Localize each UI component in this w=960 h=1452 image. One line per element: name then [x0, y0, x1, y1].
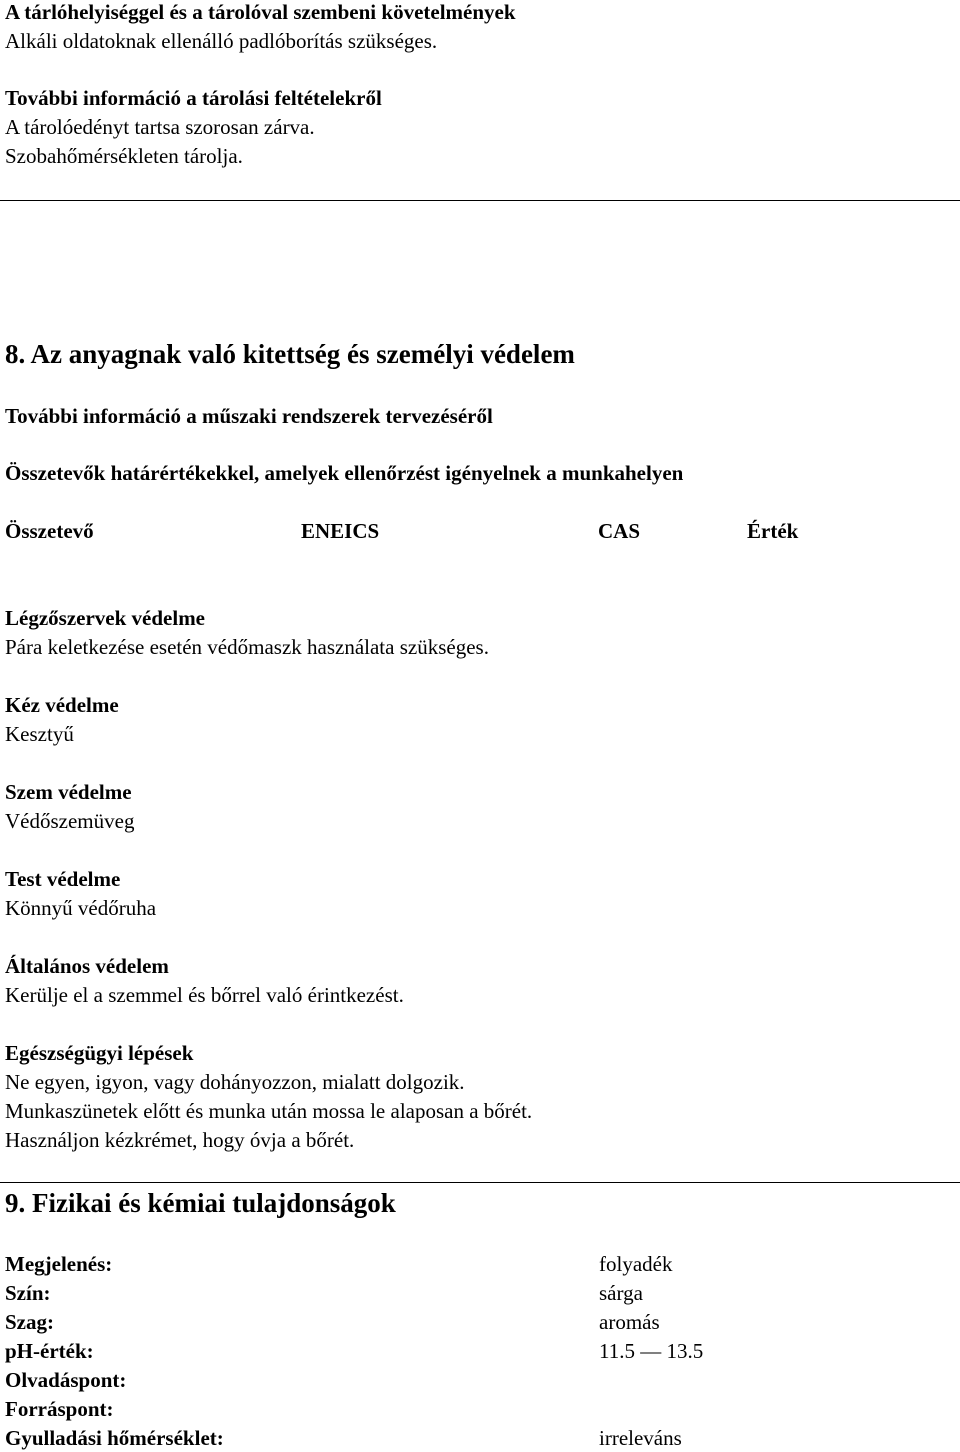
property-label: Olvadáspont: [5, 1368, 127, 1392]
section-8-title: 8. Az anyagnak való kitettség és személyi védelem [5, 339, 575, 369]
storage-info-line-2: Szobahőmérsékleten tárolja. [5, 144, 243, 168]
column-header-component: Összetevő [5, 519, 94, 543]
property-label: Megjelenés: [5, 1252, 113, 1276]
property-value: irreleváns [599, 1426, 682, 1450]
property-label: Gyulladási hőmérséklet: [5, 1426, 224, 1450]
tech-systems-info: További információ a műszaki rendszerek tervezéséről [5, 404, 493, 428]
hygiene-line-3: Használjon kézkrémet, hogy óvja a bőrét. [5, 1128, 355, 1152]
column-header-eneics: ENEICS [301, 519, 380, 543]
property-value: 11.5 — 13.5 [599, 1339, 704, 1363]
property-value: aromás [599, 1310, 660, 1334]
property-value: folyadék [599, 1252, 673, 1276]
respiratory-protection-text: Pára keletkezése esetén védőmaszk használata szükséges. [5, 635, 489, 659]
hygiene-title: Egészségügyi lépések [5, 1041, 194, 1065]
property-label: Szag: [5, 1310, 54, 1334]
storage-requirements-title: A tárlóhelyiséggel és a tárolóval szembeni követelmények [5, 0, 516, 24]
body-protection-title: Test védelme [5, 867, 121, 891]
section-divider-top [0, 200, 960, 201]
column-header-cas: CAS [598, 519, 641, 543]
storage-info-title: További információ a tárolási feltételekről [5, 86, 382, 110]
column-header-value: Érték [747, 519, 799, 543]
hand-protection-text: Kesztyű [5, 722, 74, 746]
section-9-title: 9. Fizikai és kémiai tulajdonságok [5, 1188, 396, 1218]
property-label: Forráspont: [5, 1397, 114, 1421]
hygiene-line-1: Ne egyen, igyon, vagy dohányozzon, mialatt dolgozik. [5, 1070, 465, 1094]
general-protection-title: Általános védelem [5, 954, 169, 978]
hand-protection-title: Kéz védelme [5, 693, 119, 717]
body-protection-text: Könnyű védőruha [5, 896, 157, 920]
general-protection-text: Kerülje el a szemmel és bőrrel való érintkezést. [5, 983, 404, 1007]
storage-requirements-text: Alkáli oldatoknak ellenálló padlóborítás szükséges. [5, 29, 438, 53]
respiratory-protection-title: Légzőszervek védelme [5, 606, 206, 630]
property-label: pH-érték: [5, 1339, 94, 1363]
eye-protection-text: Védőszemüveg [5, 809, 135, 833]
property-label: Szín: [5, 1281, 51, 1305]
property-value: sárga [599, 1281, 643, 1305]
limits-title: Összetevők határértékekkel, amelyek ellenőrzést igényelnek a munkahelyen [5, 461, 684, 485]
hygiene-line-2: Munkaszünetek előtt és munka után mossa le alaposan a bőrét. [5, 1099, 533, 1123]
storage-info-line-1: A tárolóedényt tartsa szorosan zárva. [5, 115, 315, 139]
section-divider-bottom [0, 1182, 960, 1183]
eye-protection-title: Szem védelme [5, 780, 132, 804]
